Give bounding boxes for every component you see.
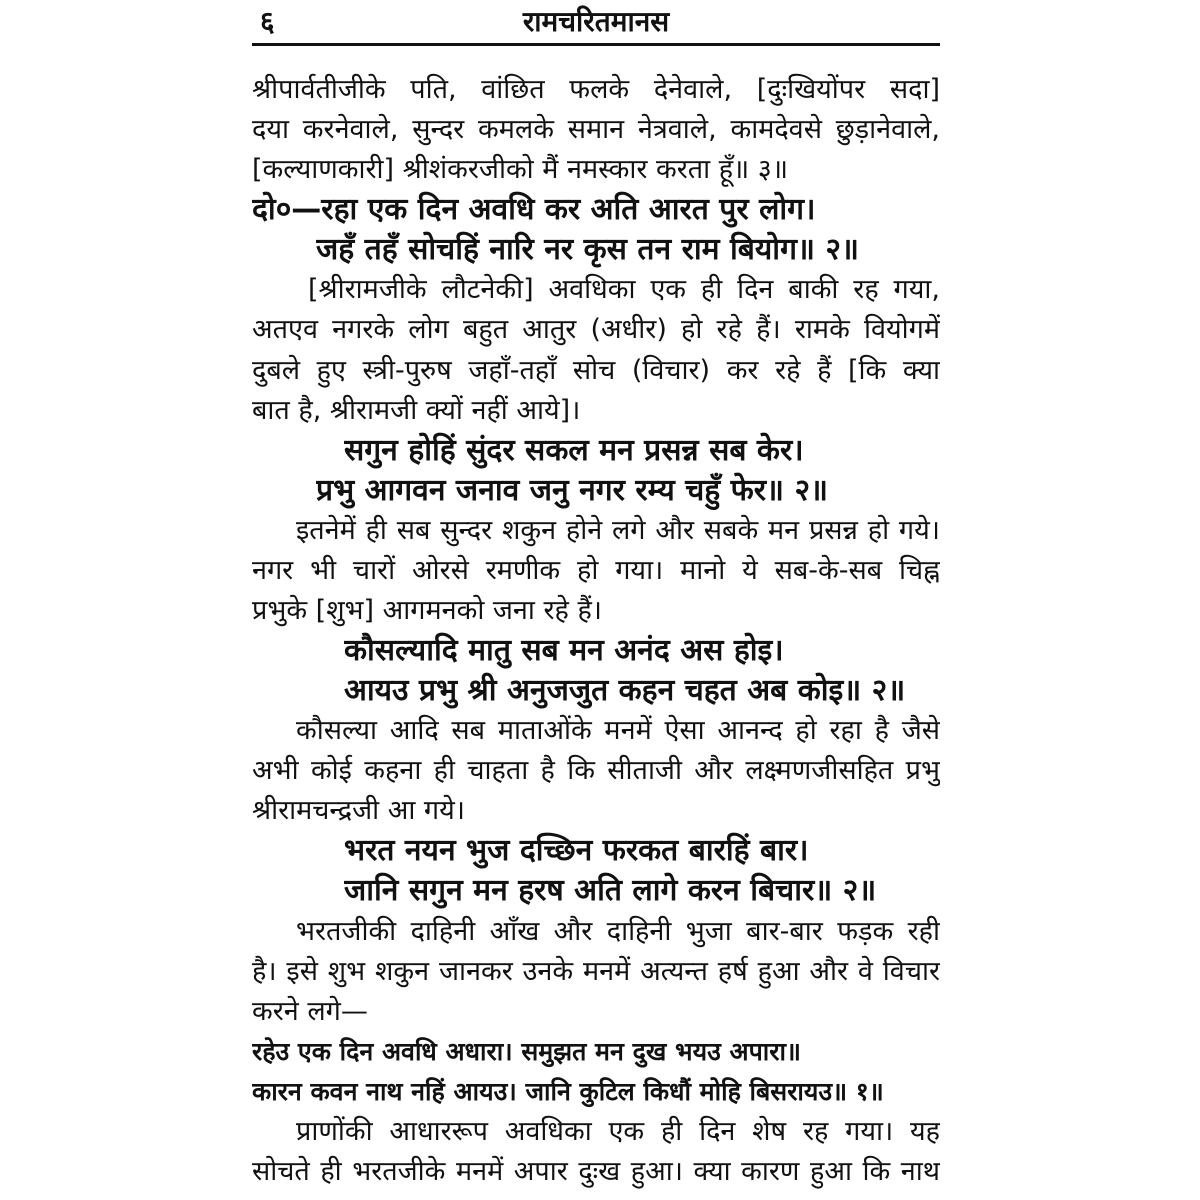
doha-line: जहँ तहँ सोचहिं नारि नर कृस तन राम बियोग॥ २॥ <box>316 232 859 267</box>
prose-line: प्रभुके [शुभ] आगमनको जना रहे हैं। <box>252 595 603 626</box>
doha-line: भरत नयन भुज दच्छिन फरकत बारहिं बार। <box>344 833 809 868</box>
prose-line: [श्रीरामजीके लौटनेकी] अवधिका एक ही दिन बाकी रह गया, <box>308 274 940 305</box>
prose-line: श्रीरामचन्द्रजी आ गये। <box>252 795 465 826</box>
doha-line: सगुन होहिं सुंदर सकल मन प्रसन्न सब केर। <box>344 433 804 468</box>
chaupai-line: कारन कवन नाथ नहिं आयउ। जानि कुटिल किधौं मोहि बिसरायउ॥ १॥ <box>252 1077 884 1106</box>
prose-line: सोचते ही भरतजीके मनमें अपार दुःख हुआ। क्या कारण हुआ कि नाथ <box>252 1156 940 1187</box>
prose-line: इतनेमें ही सब सुन्दर शकुन होने लगे और सबके मन प्रसन्न हो गये। <box>296 515 940 546</box>
prose-line: है। इसे शुभ शकुन जानकर उनके मनमें अत्यन्त हर्ष हुआ और वे विचार <box>252 956 940 987</box>
prose-line: बात है, श्रीरामजी क्यों नहीं आये]। <box>252 395 581 426</box>
header-rule <box>252 43 940 46</box>
doha-line: आयउ प्रभु श्री अनुजजुत कहन चहत अब कोइ॥ २॥ <box>344 673 906 708</box>
prose-line: भरतजीकी दाहिनी आँख और दाहिनी भुजा बार-बार फड़क रही <box>296 916 940 947</box>
chaupai-line: रहेउ एक दिन अवधि अधारा। समुझत मन दुख भयउ अपारा॥ <box>252 1037 801 1066</box>
prose-line: प्राणोंकी आधाररूप अवधिका एक ही दिन शेष रह गया। यह <box>296 1116 940 1147</box>
prose-line: श्रीपार्वतीजीके पति, वांछित फलके देनेवाले, [दुःखियोंपर सदा] <box>252 74 940 105</box>
prose-line: दुबले हुए स्त्री-पुरुष जहाँ-तहाँ सोच (विचार) कर रहे हैं [कि क्या <box>252 355 940 386</box>
prose-line: अतएव नगरके लोग बहुत आतुर (अधीर) हो रहे हैं। रामके वियोगमें <box>252 314 940 345</box>
doha-line: जानि सगुन मन हरष अति लागे करन बिचार॥ २॥ <box>344 873 877 908</box>
prose-line: नगर भी चारों ओरसे रमणीक हो गया। मानो ये सब-के-सब चिह्न <box>252 555 940 586</box>
prose-line: दया करनेवाले, सुन्दर कमलके समान नेत्रवाले, कामदेवसे छुड़ानेवाले, <box>252 114 940 145</box>
page-header <box>252 0 940 40</box>
doha-line: प्रभु आगवन जनाव जनु नगर रम्य चहुँ फेर॥ २॥ <box>316 473 829 508</box>
doha-line: दो०—रहा एक दिन अवधि कर अति आरत पुर लोग। <box>252 192 816 227</box>
prose-line: अभी कोई कहना ही चाहता है कि सीताजी और लक्ष्मणजीसहित प्रभु <box>252 755 940 786</box>
running-title: रामचरितमानस <box>522 5 670 38</box>
prose-line: [कल्याणकारी] श्रीशंकरजीको मैं नमस्कार करता हूँ॥ ३॥ <box>252 154 789 185</box>
prose-line: कौसल्या आदि सब माताओंके मनमें ऐसा आनन्द हो रहा है जैसे <box>296 715 940 746</box>
doha-line: कौसल्यादि मातु सब मन अनंद अस होइ। <box>344 633 784 668</box>
page-number: ६ <box>260 5 275 38</box>
prose-line: करने लगे— <box>252 996 368 1027</box>
